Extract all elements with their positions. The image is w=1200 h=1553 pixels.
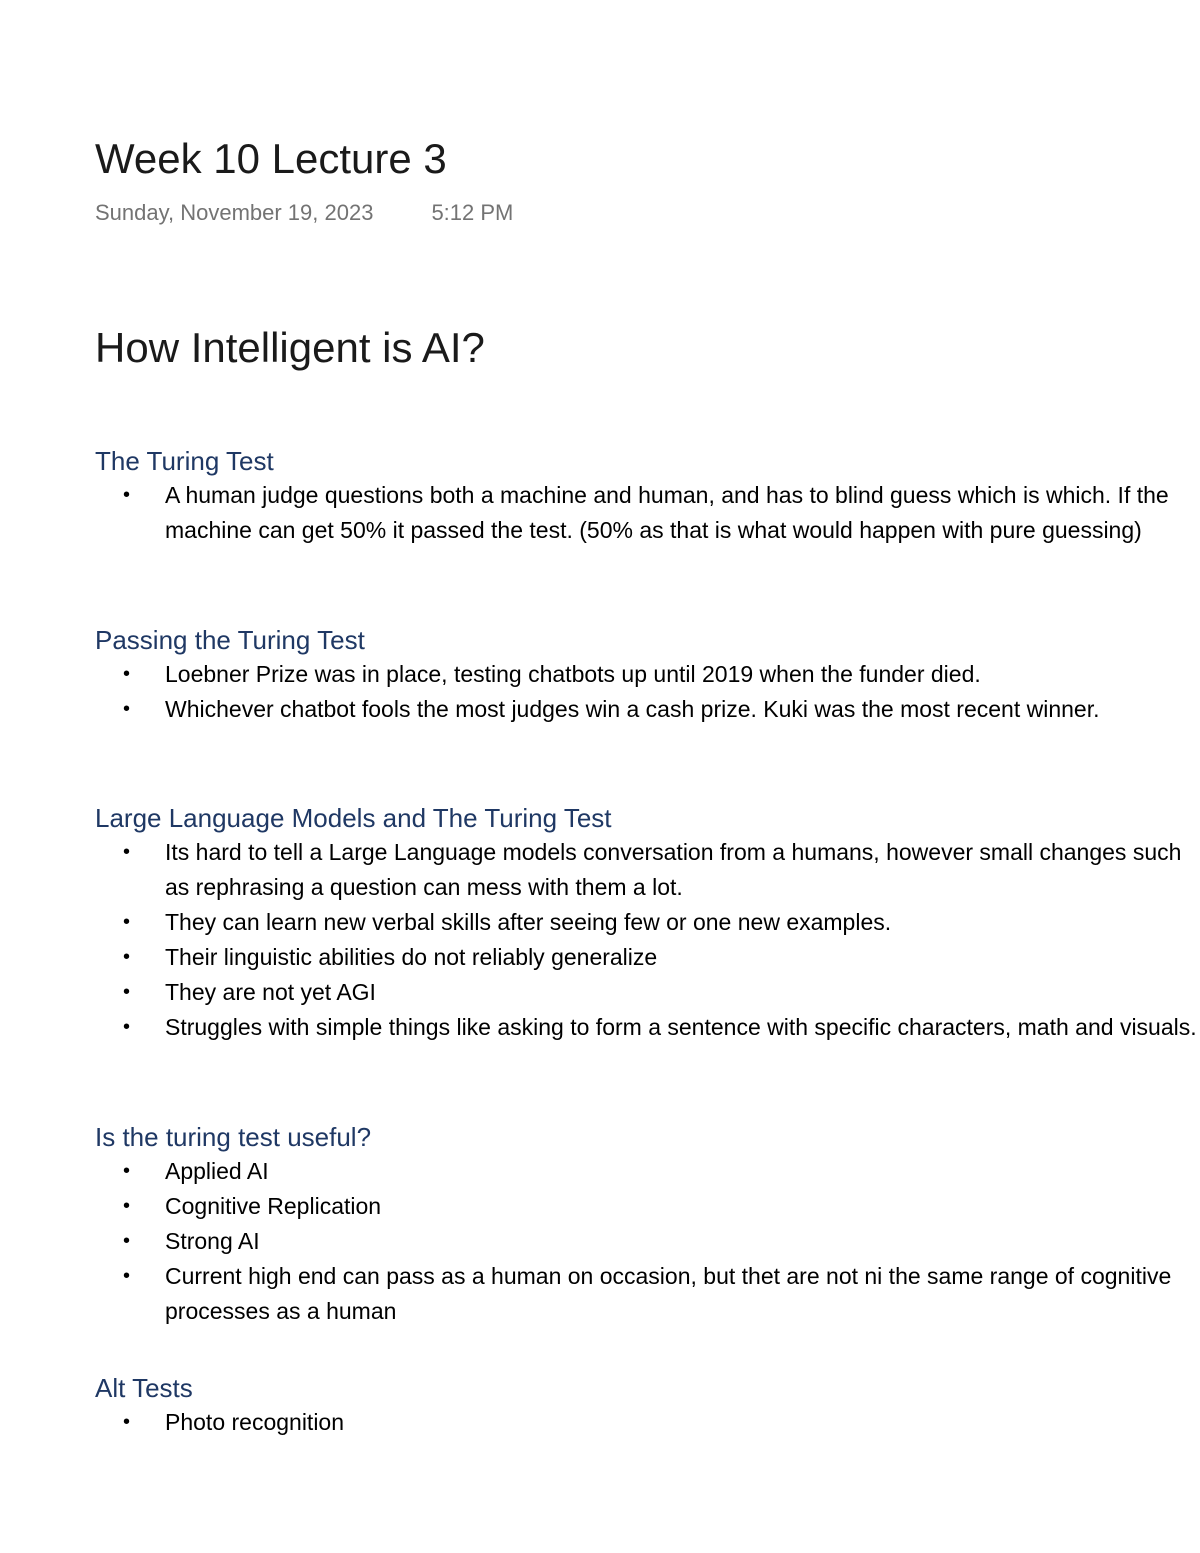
- bullet-icon: •: [123, 663, 131, 685]
- list-item-text: They are not yet AGI: [165, 979, 376, 1005]
- page-time: 5:12 PM: [431, 200, 514, 225]
- section-heading: Alt Tests: [95, 1373, 193, 1403]
- list-item: [95, 1189, 1200, 1224]
- bullet-icon: •: [123, 911, 131, 933]
- list-item-text: Strong AI: [165, 1228, 260, 1254]
- section-heading: Passing the Turing Test: [95, 625, 365, 655]
- bullet-icon: •: [123, 484, 131, 506]
- list-item: [95, 975, 1200, 1010]
- bullet-icon: •: [123, 698, 131, 720]
- list-item-text: A human judge questions both a machine and human, and has to blind guess which is which. If the machine can get 50% it passed the test. (50% as that is what would happen with pure guessing): [165, 482, 1169, 543]
- list-item: [95, 1224, 1200, 1259]
- page-title: Week 10 Lecture 3: [95, 135, 447, 182]
- list-item: [95, 1010, 1200, 1045]
- list-item: [95, 940, 1200, 975]
- section-llm-turing-test: [95, 801, 1200, 1045]
- bullet-icon: •: [123, 1230, 131, 1252]
- bullet-icon: •: [123, 1160, 131, 1182]
- section-heading: Is the turing test useful?: [95, 1122, 372, 1152]
- bullet-list: [95, 835, 1200, 1045]
- bullet-list: [95, 1154, 1200, 1329]
- bullet-icon: •: [123, 1411, 131, 1433]
- list-item-text: Applied AI: [165, 1158, 269, 1184]
- list-item-text: Loebner Prize was in place, testing chatbots up until 2019 when the funder died.: [165, 661, 981, 687]
- list-item-text: Its hard to tell a Large Language models conversation from a humans, however small changes such as rephrasing a question can mess with them a lot.: [165, 839, 1182, 900]
- page-meta: [95, 199, 513, 227]
- bullet-list: [95, 657, 1200, 727]
- bullet-list: [95, 478, 1200, 548]
- list-item: [95, 835, 1200, 905]
- list-item-text: Struggles with simple things like asking to form a sentence with specific characters, math and visuals.: [165, 1014, 1197, 1040]
- section-alt-tests: [95, 1371, 1200, 1440]
- list-item: [95, 692, 1200, 727]
- bullet-icon: •: [123, 1195, 131, 1217]
- list-item: [95, 478, 1200, 548]
- list-item-text: Current high end can pass as a human on occasion, but thet are not ni the same range of cognitive processes as a human: [165, 1263, 1172, 1324]
- list-item: [95, 1259, 1200, 1329]
- section-passing-turing-test: [95, 623, 1200, 727]
- section-turing-test: [95, 444, 1200, 548]
- bullet-icon: •: [123, 841, 131, 863]
- main-heading: How Intelligent is AI?: [95, 324, 485, 371]
- bullet-list: [95, 1405, 1200, 1440]
- section-heading: The Turing Test: [95, 446, 274, 476]
- list-item: [95, 1405, 1200, 1440]
- page-date: Sunday, November 19, 2023: [95, 200, 374, 225]
- list-item-text: Cognitive Replication: [165, 1193, 382, 1219]
- section-heading: Large Language Models and The Turing Test: [95, 803, 612, 833]
- section-turing-test-useful: [95, 1120, 1200, 1329]
- bullet-icon: •: [123, 1265, 131, 1287]
- list-item: [95, 905, 1200, 940]
- bullet-icon: •: [123, 1016, 131, 1038]
- list-item-text: Whichever chatbot fools the most judges win a cash prize. Kuki was the most recent winner.: [165, 696, 1100, 722]
- bullet-icon: •: [123, 981, 131, 1003]
- list-item: [95, 657, 1200, 692]
- list-item: [95, 1154, 1200, 1189]
- list-item-text: Their linguistic abilities do not reliably generalize: [165, 944, 658, 970]
- list-item-text: They can learn new verbal skills after seeing few or one new examples.: [165, 909, 892, 935]
- list-item-text: Photo recognition: [165, 1409, 345, 1435]
- bullet-icon: •: [123, 946, 131, 968]
